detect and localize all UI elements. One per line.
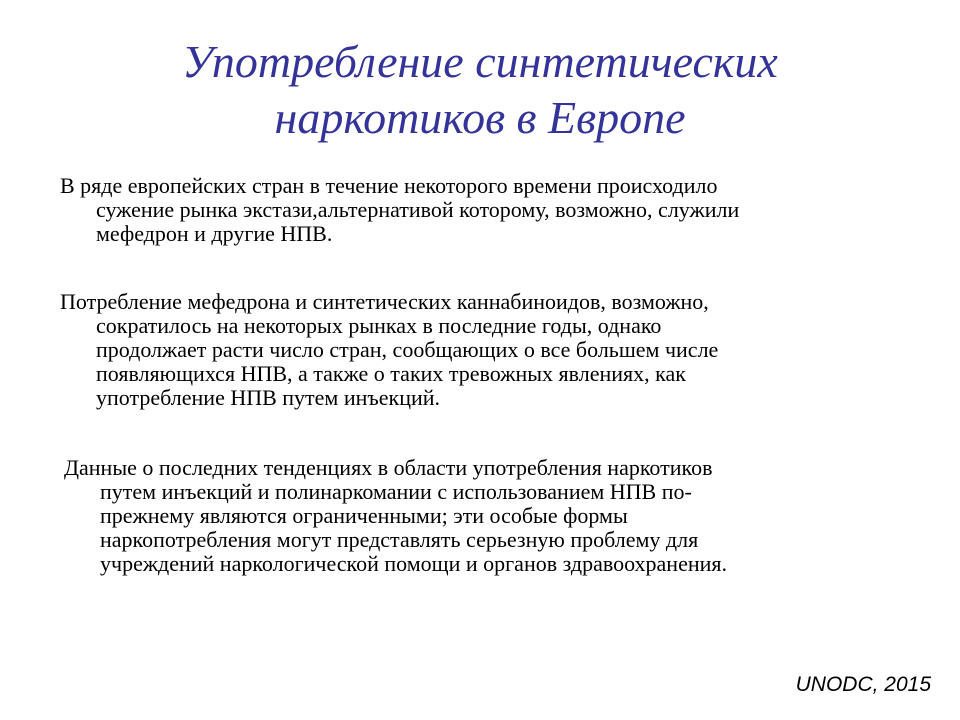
paragraph-ecstasy-market bbox=[60, 174, 739, 246]
paragraph-line: продолжает расти число стран, сообщающих о все большем числе bbox=[96, 337, 719, 362]
paragraph-line: путем инъекций и полинаркомании с использованием НПВ по- bbox=[100, 479, 692, 504]
paragraph-line: сократилось на некоторых рынках в последние годы, однако bbox=[96, 313, 662, 338]
paragraph-line: Данные о последних тенденциях в области употребления наркотиков bbox=[64, 455, 713, 480]
paragraph-line: появляющихся НПВ, а также о таких тревожных явлениях, как bbox=[96, 361, 686, 386]
title-line: наркотиков в Европе bbox=[274, 92, 686, 143]
paragraph-line: сужение рынка экстази,альтернативой которому, возможно, служили bbox=[96, 197, 740, 222]
paragraph-line: Потребление мефедрона и синтетических каннабиноидов, возможно, bbox=[60, 289, 709, 314]
paragraph-line: учреждений наркологической помощи и органов здравоохранения. bbox=[100, 551, 728, 576]
paragraph-line: наркопотребления могут представлять серьезную проблему для bbox=[100, 527, 699, 552]
slide-title bbox=[60, 34, 900, 146]
paragraph-line: прежнему являются ограниченными; эти особые формы bbox=[100, 503, 628, 528]
paragraph-mephedrone-use bbox=[60, 290, 718, 410]
source-citation: UNODC, 2015 bbox=[795, 673, 931, 696]
title-line: Употребление синтетических bbox=[182, 36, 778, 87]
paragraph-line: В ряде европейских стран в течение некоторого времени происходило bbox=[60, 173, 718, 198]
paragraph-line: употребление НПВ путем инъекций. bbox=[96, 385, 441, 410]
paragraph-line: мефедрон и другие НПВ. bbox=[96, 221, 333, 246]
paragraph-injection-data bbox=[64, 456, 727, 576]
